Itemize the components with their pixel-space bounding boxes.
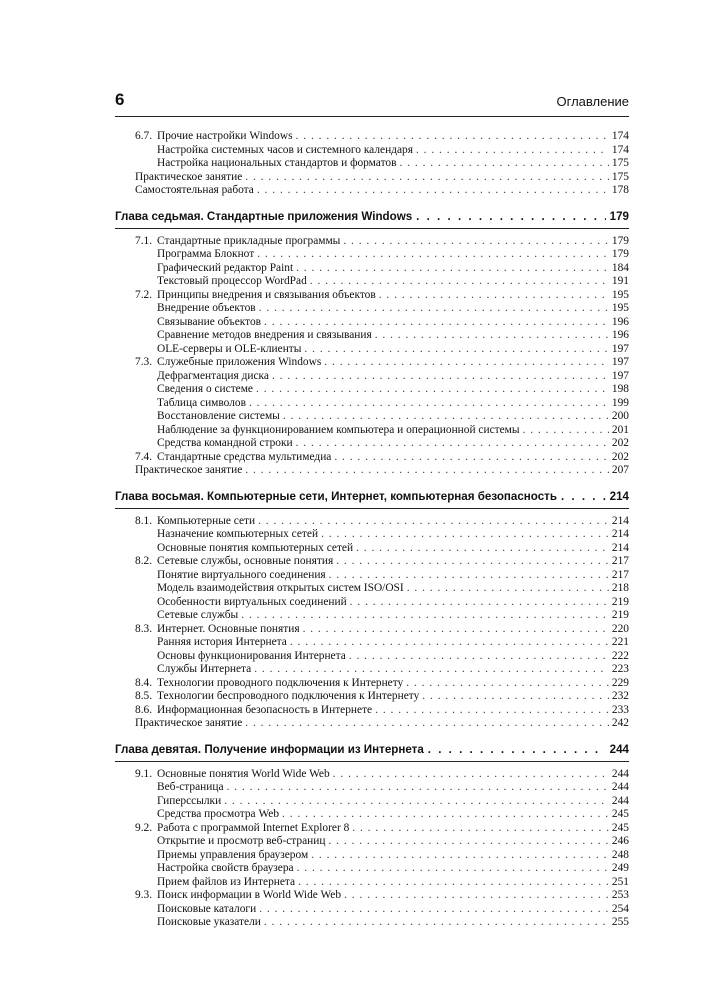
toc-entry	[115, 184, 629, 198]
toc-entry	[115, 849, 629, 863]
dot-leader	[416, 144, 609, 156]
toc-entry-title	[135, 768, 330, 780]
toc-entry-title	[135, 184, 254, 196]
toc-entry-text: Наблюдение за функционированием компьютера и операционной системы	[157, 423, 520, 436]
toc-entry	[115, 515, 629, 529]
toc-page-number: 249	[611, 862, 629, 874]
toc-section-number: 9.3.	[135, 889, 153, 901]
toc-entry-title	[157, 582, 404, 594]
toc-section-number: 6.7.	[135, 130, 153, 142]
chapter-page-number: 244	[609, 742, 629, 756]
dot-leader	[310, 275, 609, 287]
toc-entry	[115, 768, 629, 782]
dot-leader	[407, 582, 609, 594]
toc-entry-title	[157, 275, 307, 287]
toc-page-number: 214	[611, 541, 629, 554]
toc-page-number: 214	[611, 528, 629, 540]
toc-entry-text: Особенности виртуальных соединений	[157, 595, 347, 608]
toc-entry	[115, 690, 629, 704]
toc-entry-title	[135, 889, 341, 901]
toc-entry-title	[135, 555, 333, 567]
toc-entry	[115, 410, 629, 424]
toc-entry	[115, 262, 629, 276]
toc-entry-title	[157, 596, 347, 608]
toc-section-number: 9.1.	[135, 767, 153, 780]
dot-leader	[399, 157, 608, 169]
toc-entry-text: Сетевые службы	[157, 609, 239, 621]
toc-page-number: 221	[611, 636, 629, 648]
toc-entry	[115, 144, 629, 158]
toc-entry-title	[135, 451, 331, 463]
toc-entry	[115, 171, 629, 185]
dot-leader	[283, 410, 609, 422]
toc-entry-title	[157, 569, 326, 581]
toc-page-number: 214	[611, 514, 629, 527]
chapter-heading	[115, 210, 629, 226]
toc-entry	[115, 835, 629, 849]
toc-page-number: 219	[611, 595, 629, 608]
toc-entry-text: Принципы внедрения и связывания объектов	[157, 288, 376, 301]
toc-entry	[115, 822, 629, 836]
toc-entry-text: Прием файлов из Интернета	[157, 875, 296, 888]
page-number: 6	[115, 90, 125, 109]
toc-page-number: 251	[611, 875, 629, 888]
toc-entry	[115, 903, 629, 917]
toc-entry-text: Самостоятельная работа	[135, 184, 254, 196]
toc-entry-text: Средства просмотра Web	[157, 808, 280, 820]
dot-leader	[329, 569, 609, 581]
toc-entry	[115, 451, 629, 465]
toc-entry	[115, 623, 629, 637]
toc-entry-title	[135, 464, 242, 476]
toc-entry	[115, 356, 629, 370]
toc-entry	[115, 582, 629, 596]
toc-entry-title	[157, 862, 294, 874]
toc-entry	[115, 916, 629, 930]
toc-entry	[115, 609, 629, 623]
dot-leader	[290, 636, 609, 648]
chapter-rule	[115, 761, 629, 762]
toc-entry-title	[157, 808, 279, 820]
toc-entry-text: Основные понятия компьютерных сетей	[157, 541, 354, 554]
dot-leader	[298, 876, 609, 888]
toc-entry	[115, 275, 629, 289]
toc-entry	[115, 157, 629, 171]
toc-entry-title	[135, 677, 403, 689]
dot-leader	[336, 555, 609, 567]
toc-page-number: 202	[611, 437, 629, 449]
toc-section-number: 8.3.	[135, 622, 153, 635]
toc-entry-title	[157, 849, 308, 861]
dot-leader	[241, 609, 609, 621]
toc-entry-title	[135, 717, 242, 729]
toc-entry-title	[157, 916, 261, 928]
toc-entry-text: Настройка национальных стандартов и форматов	[157, 157, 397, 169]
toc-entry-title	[135, 822, 349, 834]
toc-entry-text: Настройка системных часов и системного календаря	[157, 143, 413, 156]
dot-leader	[259, 903, 609, 915]
chapter-page-number: 214	[609, 489, 629, 503]
dot-leader	[272, 370, 609, 382]
toc-entry-title	[157, 410, 280, 422]
toc-entry-title	[157, 835, 325, 847]
toc-entry	[115, 343, 629, 357]
chapter-rule	[115, 508, 629, 509]
toc-entry	[115, 383, 629, 397]
header-rule	[115, 116, 629, 117]
toc-section-number: 7.1.	[135, 234, 153, 247]
toc-entry-text: Основные понятия World Wide Web	[157, 767, 330, 780]
toc-entry-text: Восстановление системы	[157, 410, 280, 422]
toc-page-number: 178	[611, 184, 629, 196]
toc-entry-text: Сетевые службы, основные понятия	[157, 555, 334, 567]
toc-entry	[115, 650, 629, 664]
chapter-title: Глава седьмая. Стандартные приложения Windows	[115, 209, 413, 223]
toc-entry-title	[157, 383, 253, 395]
toc-page-number: 220	[611, 622, 629, 635]
toc-section-number: 9.2.	[135, 821, 153, 834]
toc-page-number: 196	[611, 329, 629, 341]
toc-page-number: 217	[611, 555, 629, 567]
toc-entry-title	[157, 316, 261, 328]
chapter-rule	[115, 228, 629, 229]
toc-entry-text: Практическое занятие	[135, 464, 243, 476]
toc-entry-title	[157, 329, 372, 341]
toc-section-number: 7.3.	[135, 356, 153, 368]
toc-entry	[115, 704, 629, 718]
toc-entry-title	[157, 781, 224, 793]
toc-entry	[115, 717, 629, 731]
dot-leader	[428, 743, 606, 756]
toc-page-number: 248	[611, 848, 629, 861]
toc-entry	[115, 464, 629, 478]
toc-entry	[115, 329, 629, 343]
dot-leader	[379, 289, 609, 301]
toc-entry-title	[157, 424, 520, 436]
toc-page-number: 229	[611, 676, 629, 689]
toc-page-number: 255	[611, 916, 629, 928]
toc-entry-title	[157, 528, 318, 540]
toc-section-number: 8.6.	[135, 703, 153, 716]
toc-entry-title	[157, 248, 254, 260]
toc-entry	[115, 889, 629, 903]
toc-entry-text: Гиперссылки	[157, 794, 222, 807]
dot-leader	[333, 768, 609, 780]
toc-entry	[115, 289, 629, 303]
toc-entry-title	[157, 370, 269, 382]
toc-entry-title	[157, 262, 293, 274]
toc-entry-text: Модель взаимодействия открытых систем ISO/OSI	[157, 582, 404, 594]
toc-entry-text: Дефрагментация диска	[157, 369, 269, 382]
dot-leader	[296, 130, 609, 142]
toc-entry-text: Настройка свойств браузера	[157, 862, 294, 874]
toc-page-number: 195	[611, 302, 629, 314]
toc-section-number: 8.5.	[135, 690, 153, 702]
toc-page-number: 184	[611, 261, 629, 274]
toc-entry-title	[157, 650, 346, 662]
toc-entry	[115, 808, 629, 822]
toc-page-number: 218	[611, 582, 629, 594]
toc-entry-title	[157, 903, 256, 915]
toc-page-number: 197	[611, 369, 629, 382]
toc-page-number: 179	[611, 234, 629, 247]
toc-entry	[115, 542, 629, 556]
toc-section-number: 8.4.	[135, 676, 153, 689]
dot-leader	[422, 690, 609, 702]
toc-entry	[115, 663, 629, 677]
dot-leader	[328, 835, 608, 847]
toc-entry-text: Поиск информации в World Wide Web	[157, 889, 342, 901]
toc-page-number: 232	[611, 690, 629, 702]
toc-entry-title	[135, 623, 300, 635]
toc-entry-text: Прочие настройки Windows	[157, 130, 293, 142]
dot-leader	[416, 210, 605, 223]
toc-page-number: 254	[611, 902, 629, 915]
toc-entry-text: Связывание объектов	[157, 315, 262, 328]
toc-entry-text: Стандартные средства мультимедиа	[157, 450, 332, 463]
toc-entry-text: Назначение компьютерных сетей	[157, 528, 319, 540]
toc-page-number: 246	[611, 835, 629, 847]
toc-page-number: 219	[611, 609, 629, 621]
dot-leader	[344, 889, 609, 901]
toc-entry	[115, 437, 629, 451]
toc-entry-title	[157, 144, 413, 156]
toc-entry-text: Текстовый процессор WordPad	[157, 275, 307, 287]
toc-entry	[115, 248, 629, 262]
toc-page-number: 195	[611, 288, 629, 301]
dot-leader	[264, 916, 609, 928]
toc-entry-title	[135, 171, 242, 183]
toc-page-number: 244	[611, 767, 629, 780]
toc-entry-text: Компьютерные сети	[157, 514, 256, 527]
toc-entry-text: Интернет. Основные понятия	[157, 622, 300, 635]
dot-leader	[334, 451, 609, 463]
toc-entry-title	[135, 690, 419, 702]
toc-entry	[115, 555, 629, 569]
toc-entry-text: Поисковые указатели	[157, 916, 261, 928]
page-header	[115, 88, 629, 114]
toc-page-number: 174	[611, 143, 629, 156]
dot-leader	[406, 677, 609, 689]
toc-entry	[115, 636, 629, 650]
toc-page-number: 191	[611, 275, 629, 287]
toc-entry-text: Ранняя история Интернета	[157, 636, 287, 648]
toc-entry-title	[157, 663, 251, 675]
dot-leader	[254, 663, 609, 675]
toc-entry-text: Открытие и просмотр веб-страниц	[157, 835, 326, 847]
toc-entry	[115, 596, 629, 610]
toc-entry	[115, 424, 629, 438]
toc-entry-text: Веб-страница	[157, 781, 224, 793]
dot-leader	[352, 822, 609, 834]
toc-entry-text: Сведения о системе	[157, 383, 253, 395]
toc-entry	[115, 677, 629, 691]
toc-entry-title	[135, 515, 255, 527]
dot-leader	[245, 171, 609, 183]
toc-entry-title	[135, 356, 321, 368]
dot-leader	[304, 343, 608, 355]
dot-leader	[296, 437, 609, 449]
toc-page-number: 245	[611, 808, 629, 820]
dot-leader	[259, 302, 609, 314]
toc-entry-text: Сравнение методов внедрения и связывания	[157, 329, 372, 341]
toc-entry	[115, 569, 629, 583]
toc-entry	[115, 781, 629, 795]
dot-leader	[321, 528, 609, 540]
dot-leader	[257, 184, 609, 196]
toc-page-number: 233	[611, 703, 629, 716]
dot-leader	[282, 808, 609, 820]
toc-page-number: 175	[611, 157, 629, 169]
toc-entry-text: Технологии беспроводного подключения к Интернету	[157, 690, 420, 702]
dot-leader	[303, 623, 609, 635]
toc-entry-text: Практическое занятие	[135, 170, 243, 183]
toc-entry-title	[135, 289, 376, 301]
dot-leader	[375, 329, 609, 341]
dot-leader	[356, 542, 609, 554]
dot-leader	[561, 490, 606, 503]
toc-entry-title	[157, 437, 293, 449]
toc-entry-text: Поисковые каталоги	[157, 902, 257, 915]
toc-entry	[115, 302, 629, 316]
dot-leader	[245, 464, 609, 476]
toc-entry	[115, 370, 629, 384]
chapter-heading	[115, 743, 629, 759]
toc-entry-title	[157, 876, 295, 888]
toc-section-number: 7.2.	[135, 288, 153, 301]
toc-entry	[115, 876, 629, 890]
dot-leader	[349, 650, 609, 662]
toc-page-number: 223	[611, 663, 629, 675]
toc-page-number: 217	[611, 568, 629, 581]
toc-page-number: 253	[611, 889, 629, 901]
toc-entry-text: Приемы управления браузером	[157, 848, 309, 861]
toc-entry-title	[157, 157, 396, 169]
toc-page-number: 196	[611, 315, 629, 328]
toc-entry-text: Графический редактор Paint	[157, 261, 294, 274]
toc-page-number: 244	[611, 794, 629, 807]
toc-entry-text: Таблица символов	[157, 396, 246, 409]
dot-leader	[311, 849, 609, 861]
running-title: Оглавление	[556, 94, 629, 109]
toc-entry-text: Средства командной строки	[157, 437, 293, 449]
toc-page-number: 199	[611, 396, 629, 409]
chapter-page-number: 179	[609, 209, 629, 223]
toc-entry-title	[157, 636, 287, 648]
toc-page-number: 207	[611, 464, 629, 476]
toc-page-number: 197	[611, 356, 629, 368]
dot-leader	[350, 596, 609, 608]
dot-leader	[258, 515, 609, 527]
toc-page-number: 201	[611, 423, 629, 436]
toc-entry-text: Информационная безопасность в Интернете	[157, 703, 373, 716]
toc-page-number: 202	[611, 450, 629, 463]
toc-entry-text: Понятие виртуального соединения	[157, 568, 326, 581]
chapter-heading	[115, 490, 629, 506]
toc-page-number: 200	[611, 410, 629, 422]
dot-leader	[224, 795, 609, 807]
chapter-title: Глава восьмая. Компьютерные сети, Интернет, компьютерная безопасность	[115, 489, 557, 503]
dot-leader	[523, 424, 609, 436]
toc-entry-text: Программа Блокнот	[157, 248, 255, 260]
toc-page-number: 198	[611, 383, 629, 395]
table-of-contents	[115, 130, 629, 930]
toc-entry-title	[157, 397, 246, 409]
toc-section-number: 7.4.	[135, 450, 153, 463]
toc-section-number: 8.1.	[135, 514, 153, 527]
toc-section-number: 8.2.	[135, 555, 153, 567]
toc-entry-title	[157, 302, 256, 314]
toc-entry-title	[135, 235, 340, 247]
toc-entry-text: Технологии проводного подключения к Интернету	[157, 676, 404, 689]
toc-page-number: 222	[611, 649, 629, 662]
chapter-title: Глава девятая. Получение информации из Интернета	[115, 742, 424, 756]
toc-entry-text: Внедрение объектов	[157, 302, 256, 314]
dot-leader	[375, 704, 609, 716]
toc-page-number: 179	[611, 248, 629, 260]
dot-leader	[245, 717, 609, 729]
dot-leader	[264, 316, 609, 328]
toc-page-number: 175	[611, 170, 629, 183]
toc-page-number: 242	[611, 717, 629, 729]
toc-entry	[115, 862, 629, 876]
toc-entry-text: OLE-серверы и OLE-клиенты	[157, 342, 302, 355]
toc-entry-title	[135, 704, 372, 716]
dot-leader	[227, 781, 609, 793]
toc-entry-text: Служебные приложения Windows	[157, 356, 322, 368]
toc-entry-title	[157, 343, 301, 355]
dot-leader	[257, 248, 609, 260]
toc-entry-title	[135, 130, 293, 142]
toc-entry	[115, 130, 629, 144]
toc-entry-text: Службы Интернета	[157, 663, 252, 675]
toc-entry-title	[157, 795, 221, 807]
toc-page-number: 174	[611, 130, 629, 142]
toc-page-number: 197	[611, 342, 629, 355]
dot-leader	[296, 262, 609, 274]
toc-page-number: 245	[611, 821, 629, 834]
toc-entry	[115, 235, 629, 249]
toc-entry-title	[157, 609, 238, 621]
toc-entry	[115, 795, 629, 809]
toc-entry-text: Практическое занятие	[135, 717, 243, 729]
toc-entry-text: Работа с программой Internet Explorer 8	[157, 821, 350, 834]
dot-leader	[324, 356, 609, 368]
toc-entry	[115, 316, 629, 330]
toc-entry-text: Стандартные прикладные программы	[157, 234, 341, 247]
dot-leader	[343, 235, 609, 247]
dot-leader	[297, 862, 609, 874]
dot-leader	[256, 383, 609, 395]
toc-entry-title	[157, 542, 353, 554]
toc-page-number: 244	[611, 781, 629, 793]
toc-entry-text: Основы функционирования Интернета	[157, 649, 346, 662]
dot-leader	[249, 397, 609, 409]
toc-entry	[115, 528, 629, 542]
toc-entry	[115, 397, 629, 411]
